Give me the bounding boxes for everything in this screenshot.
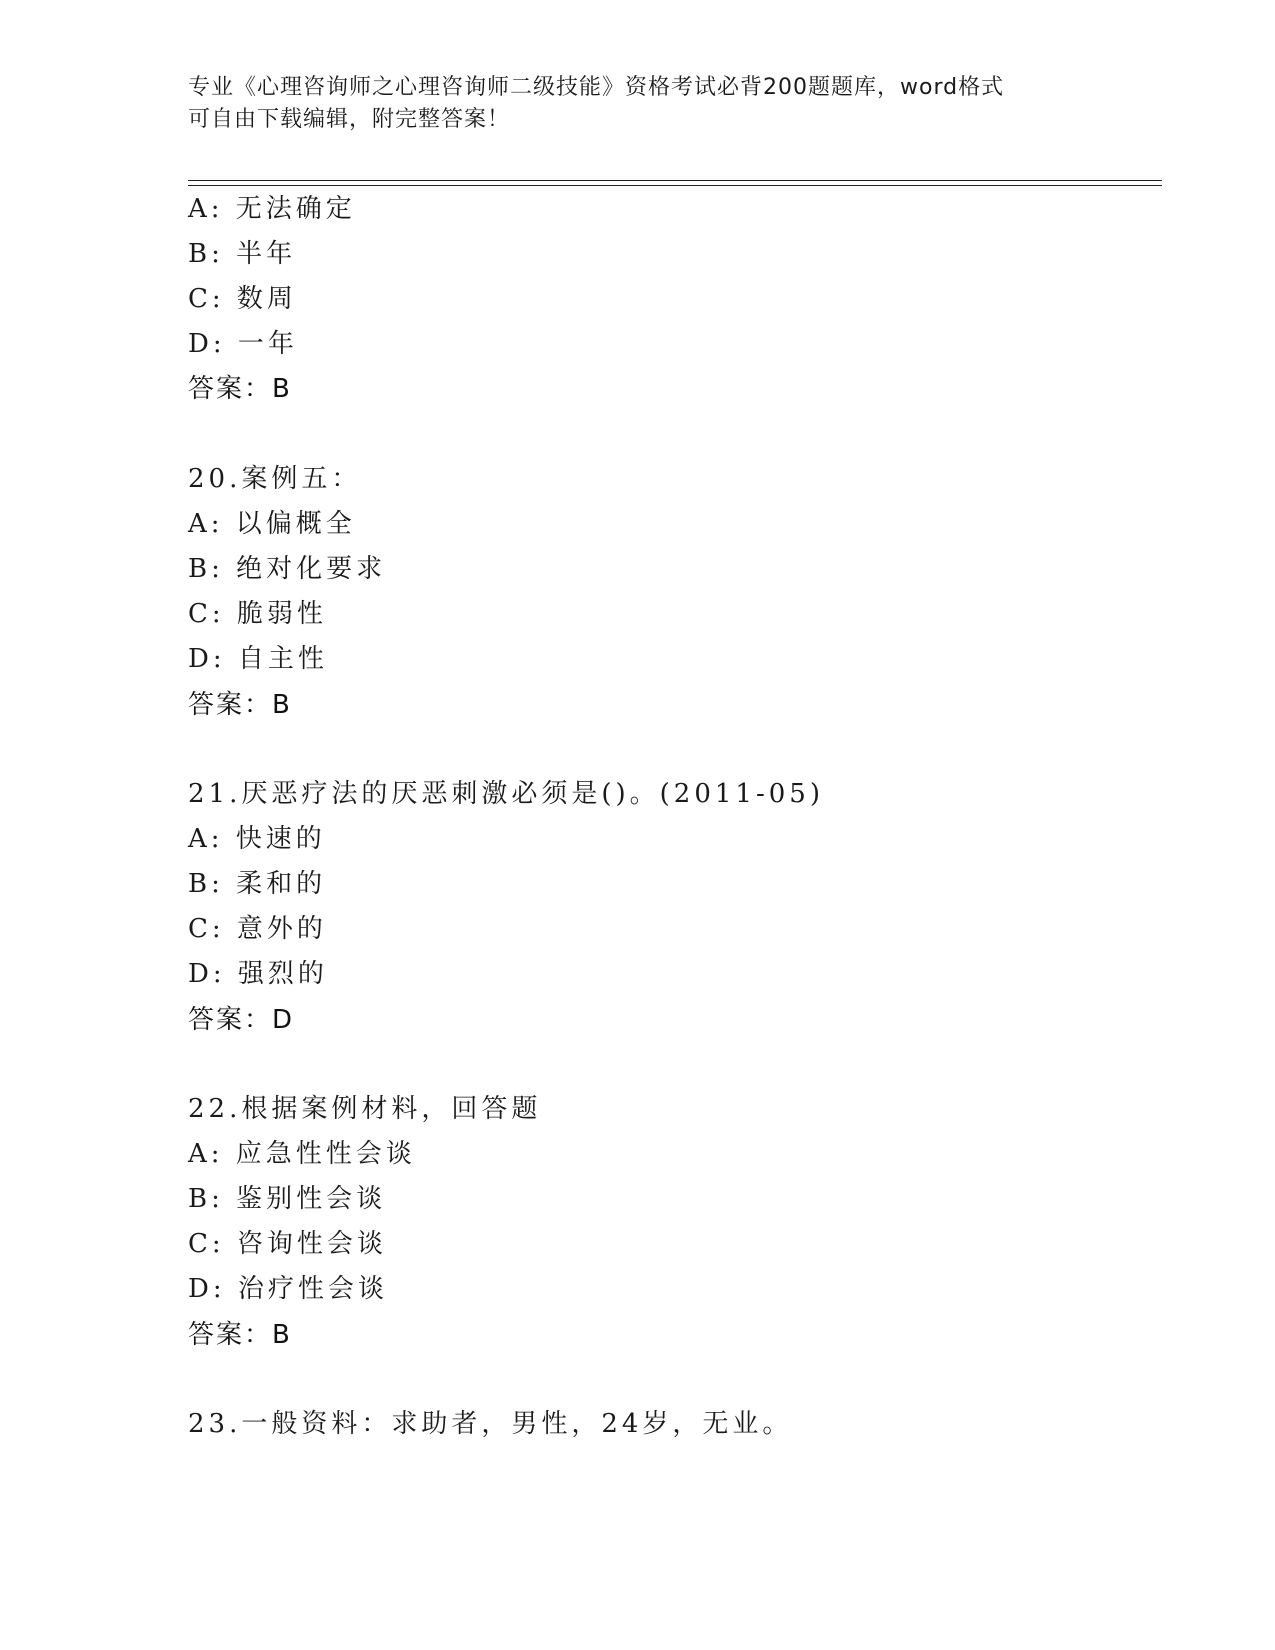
answer-line: 答案：B	[188, 690, 292, 720]
question-20: 20.案例五：	[188, 464, 362, 494]
document-header	[188, 72, 1068, 136]
option-c: C: 意外的	[188, 914, 327, 944]
option-a: A: 快速的	[188, 824, 326, 854]
option-b: B: 柔和的	[188, 869, 327, 899]
option-d: D: 强烈的	[188, 959, 328, 989]
question-22: 22.根据案例材料，回答题	[188, 1094, 542, 1124]
option-d: D: 自主性	[188, 644, 328, 674]
option-c: C: 脆弱性	[188, 599, 327, 629]
option-d: D: 一年	[188, 329, 298, 359]
header-title-line-1: 专业《心理咨询师之心理咨询师二级技能》资格考试必背200题题库，word格式	[188, 75, 1005, 100]
option-c: C: 咨询性会谈	[188, 1229, 387, 1259]
option-b: B: 半年	[188, 239, 297, 269]
header-divider-bottom	[188, 185, 1162, 186]
answer-line: 答案：B	[188, 1320, 292, 1350]
option-b: B: 绝对化要求	[188, 554, 387, 584]
header-divider-top	[188, 180, 1162, 181]
answer-line: 答案：D	[188, 1005, 295, 1035]
header-title-line-2: 可自由下载编辑，附完整答案！	[188, 107, 511, 132]
question-23: 23.一般资料：求助者，男性，24岁，无业。	[188, 1409, 793, 1439]
option-c: C: 数周	[188, 284, 297, 314]
question-21: 21.厌恶疗法的厌恶刺激必须是()。(2011-05)	[188, 779, 824, 809]
option-b: B: 鉴别性会谈	[188, 1184, 387, 1214]
option-a: A: 无法确定	[188, 194, 356, 224]
option-a: A: 以偏概全	[188, 509, 356, 539]
option-a: A: 应急性性会谈	[188, 1139, 416, 1169]
answer-line: 答案：B	[188, 374, 292, 404]
option-d: D: 治疗性会谈	[188, 1274, 388, 1304]
